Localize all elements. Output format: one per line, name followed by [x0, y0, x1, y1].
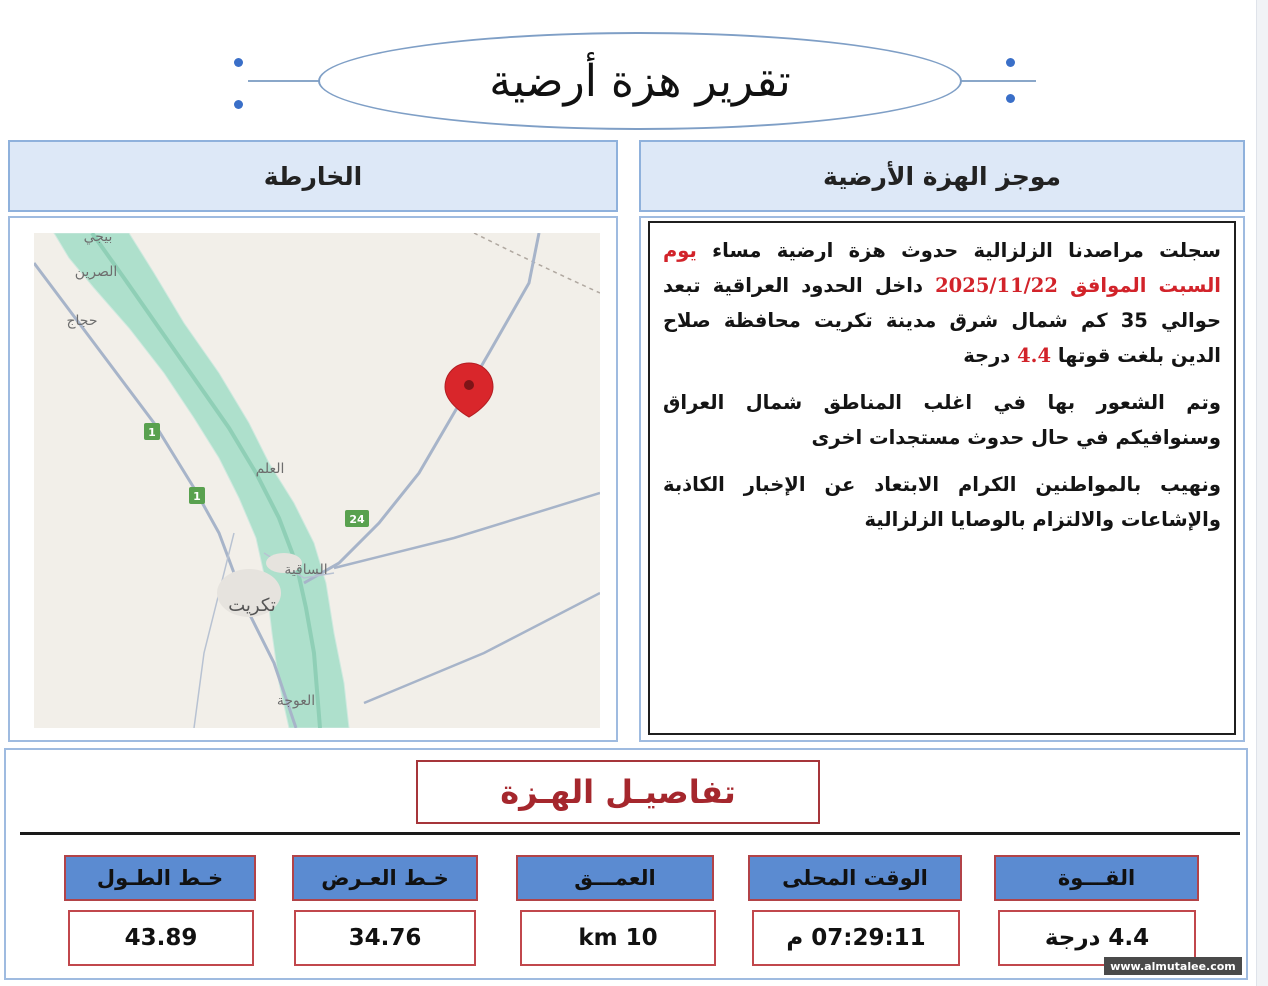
summary-text-box [648, 221, 1236, 735]
report-title: تقرير هزة أرضية [489, 55, 791, 107]
summary-p1-end: درجة [963, 344, 1018, 367]
label-hajjaj: حجاج [66, 313, 98, 329]
latitude-header [292, 855, 478, 901]
summary-p1-date: 2025/11/22 [935, 274, 1058, 297]
label-al-awja: العوجة [276, 693, 316, 709]
local-time-header-label: الوقت المحلى [782, 866, 928, 890]
magnitude-header-label: القـــوة [1057, 866, 1136, 890]
details-title-box [416, 760, 820, 824]
map-header-label: الخارطة [263, 161, 363, 191]
map-svg [34, 233, 600, 728]
site-watermark [1104, 957, 1242, 975]
label-al-sereen: الصرين [74, 264, 118, 280]
magnitude-header [994, 855, 1199, 901]
route-24-shield [345, 510, 369, 527]
longitude-header [64, 855, 256, 901]
magnitude-value: 4.4 درجة [1044, 925, 1150, 951]
details-title: تفاصيـل الهـزة [500, 773, 736, 811]
longitude-value-cell [68, 910, 254, 966]
details-panel [4, 748, 1248, 980]
summary-paragraph-2: وتم الشعور بها في اغلب المناطق شمال العراق وسنوافيكم في حال حدوث مستجدات اخرى [663, 391, 1221, 449]
depth-header-label: العمـــق [574, 866, 656, 890]
route-1-shield-b [189, 487, 205, 504]
map-panel [8, 216, 618, 742]
summary-panel [639, 216, 1245, 742]
latitude-value: 34.76 [348, 925, 422, 951]
dot-right-bottom [1006, 94, 1015, 103]
map-header [8, 140, 618, 212]
map-view [34, 233, 600, 728]
dot-left-top [234, 58, 243, 67]
route-1-shield-b-label: 1 [193, 490, 201, 503]
label-bayji-partial: بيجي [83, 233, 113, 245]
route-1-shield-a-label: 1 [148, 426, 156, 439]
title-ellipse [318, 32, 962, 130]
label-al-saqiya: الساقية [284, 562, 328, 578]
summary-header-label: موجز الهزة الأرضية [823, 161, 1062, 191]
summary-p1-body: داخل الحدود العراقية تبعد حوالي 35 كم شمال شرق مدينة تكريت محافظة صلاح الدين بلغت قوتها [663, 274, 1222, 367]
site-watermark-label: www.almutalee.com [1110, 959, 1236, 973]
local-time-value-cell [752, 910, 960, 966]
dot-left-bottom [234, 100, 243, 109]
summary-p1-intro: سجلت مراصدنا الزلزالية حدوث هزة ارضية مساء [696, 239, 1221, 262]
summary-header [639, 140, 1245, 212]
depth-value: 10 km [578, 925, 658, 951]
details-divider [20, 832, 1240, 835]
summary-p1-magnitude: 4.4 [1017, 344, 1052, 367]
label-al-alam: العلم [255, 461, 285, 477]
label-tikrit: تكريت [228, 595, 276, 616]
route-24-shield-label: 24 [349, 513, 365, 526]
report-title-banner [218, 30, 1058, 134]
latitude-header-label: خـط العـرض [321, 866, 449, 890]
route-1-shield-a [144, 423, 160, 440]
depth-value-cell [520, 910, 716, 966]
depth-header [516, 855, 714, 901]
local-time-header [748, 855, 962, 901]
longitude-header-label: خـط الطـول [96, 866, 224, 890]
dot-right-top [1006, 58, 1015, 67]
longitude-value: 43.89 [124, 925, 198, 951]
page-edge-strip [1256, 0, 1268, 986]
summary-p1-day: يوم السبت الموافق [663, 239, 1221, 297]
latitude-value-cell [294, 910, 476, 966]
local-time-value: 07:29:11 م [786, 925, 926, 951]
summary-paragraph-1 [663, 233, 1221, 373]
summary-paragraph-3: ونهيب بالمواطنين الكرام الابتعاد عن الإخبار الكاذبة والإشاعات والالتزام بالوصايا الزلزالية [663, 473, 1221, 531]
